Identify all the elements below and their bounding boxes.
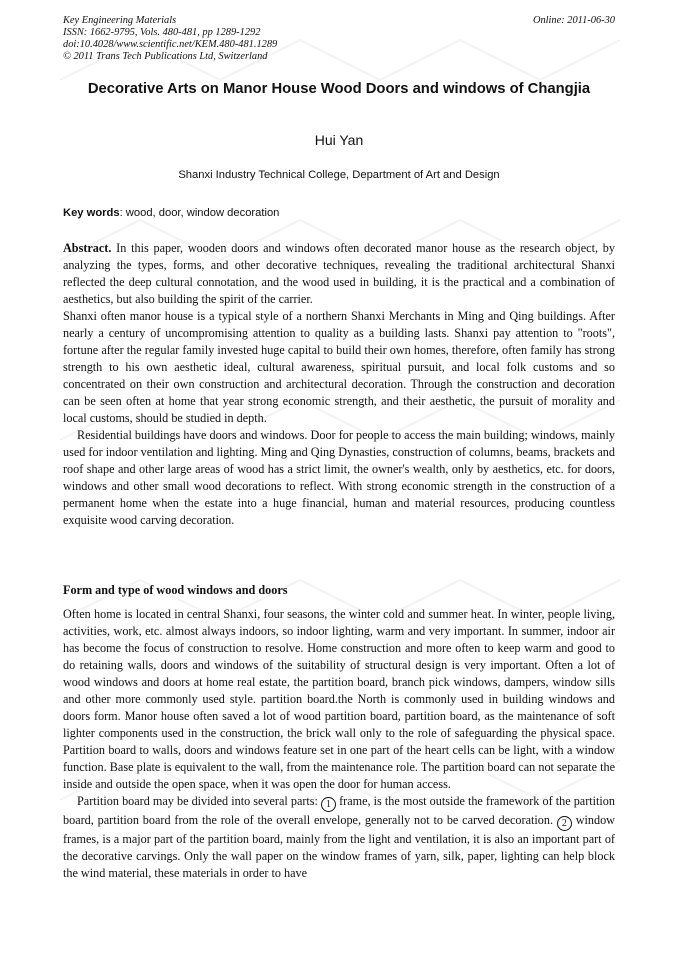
journal-name: Key Engineering Materials [63, 15, 177, 26]
abstract-label: Abstract. [63, 241, 112, 255]
abstract-text: In this paper, wooden doors and windows often decorated manor house as the research object, by analyzing the types, forms, and other decorative techniques, revealing the traditional architectural Shanxi reflected the deep cultural connotation, and the wood used in building, it is the practical and a combination of aesthetics, but also building the spirit of the carrier. [63, 241, 615, 306]
section-heading: Form and type of wood windows and doors [63, 583, 288, 597]
keywords-text: : wood, door, window decoration [119, 207, 280, 219]
section-paragraph: Often home is located in central Shanxi, four seasons, the winter cold and summer heat. In winter, people living, activities, work, etc. almost always indoors, so indoor lighting, warm and very important. In summer, indoor air has become the focus of construction to resolve. Home construction and more often to keep warm and good to do retaining walls, doors and windows of the suitability of structural design is very important. Often a lot of wood windows and doors at home real estate, the partition board, branch pick windows, dampers, window sills and other more commonly used style. partition board.the North is commonly used in building windows and doors form. Manor house often saved a lot of wood partition board, partition board, as the maintenance of soft lighter components used in the construction, the brick wall only to the role of safeguarding the physical space. Partition board to walls, doors and windows feature set in one part of the heart cells can be light, with a window function. Base plate is equivalent to the wall, from the maintenance role. The partition board can not separate the inside and outside the open space, when it was open the door for human access. [63, 607, 615, 791]
p2-text-b: frame, is the most outside the framework of the partition board, partition board from the role of the overall envelope, generally not to be carved decoration. [63, 794, 615, 827]
p2-text-a: Partition board may be divided into several parts: [77, 794, 322, 808]
paper-title: Decorative Arts on Manor House Wood Doors and windows of Changjia [87, 81, 591, 97]
circled-number-2: 2 [557, 816, 572, 831]
copyright-line: © 2011 Trans Tech Publications Ltd, Switzerland [63, 51, 268, 62]
journal-header [63, 15, 277, 63]
section-paragraph [63, 793, 615, 882]
section-body [63, 606, 615, 882]
online-date: Online: 2011-06-30 [532, 15, 615, 26]
intro-paragraph: Residential buildings have doors and windows. Door for people to access the main building; windows, mainly used for indoor ventilation and lighting. Ming and Qing Dynasties, construction of columns, beams, brackets and roof shape and other large areas of wood has a strict limit, the owner's wealth, only by aesthetics, etc. for doors, windows and other small wood decorations to reflect. With strong economic strength in the construction of a permanent home when the estate into a huge financial, human and material resources, producing countless exquisite wood carving decoration. [63, 428, 615, 527]
doi-line: doi:10.4028/www.scientific.net/KEM.480-481.1289 [63, 39, 278, 50]
affiliation: Shanxi Industry Technical College, Department of Art and Design [178, 169, 500, 181]
circled-number-1: 1 [321, 797, 336, 812]
abstract-block [63, 240, 615, 529]
issn-line: ISSN: 1662-9795, Vols. 480-481, pp 1289-1292 [63, 27, 261, 38]
keywords [63, 206, 279, 220]
p2-text-c: window frames, is a major part of the partition board, mainly from the light and ventilation, it is also an important part of the decorative carvings. Only the wall paper on the window frames of yarn, silk, paper, lighting can help block the wind material, these materials in order to have [63, 813, 615, 880]
intro-paragraph: Shanxi often manor house is a typical style of a northern Shanxi Merchants in Ming and Qing buildings. After nearly a century of uncompromising attention to quality as a building lasts. Shanxi pay attention to "roots", fortune after the regular family invested huge capital to build their own homes, therefore, often family has strong strength to his own aesthetic ideal, cultural awareness, spiritual pursuit, and local folk customs and so concentrated on their own construction and architectural decoration. Through the construction and decoration can be seen often at home that year strong economic strength, and their aesthetic, the pursuit of morality and local customs, should be studied in depth. [63, 309, 615, 425]
abstract-paragraph [63, 240, 615, 308]
keywords-label: Key words [63, 207, 120, 219]
author-name: Hui Yan [314, 132, 364, 148]
